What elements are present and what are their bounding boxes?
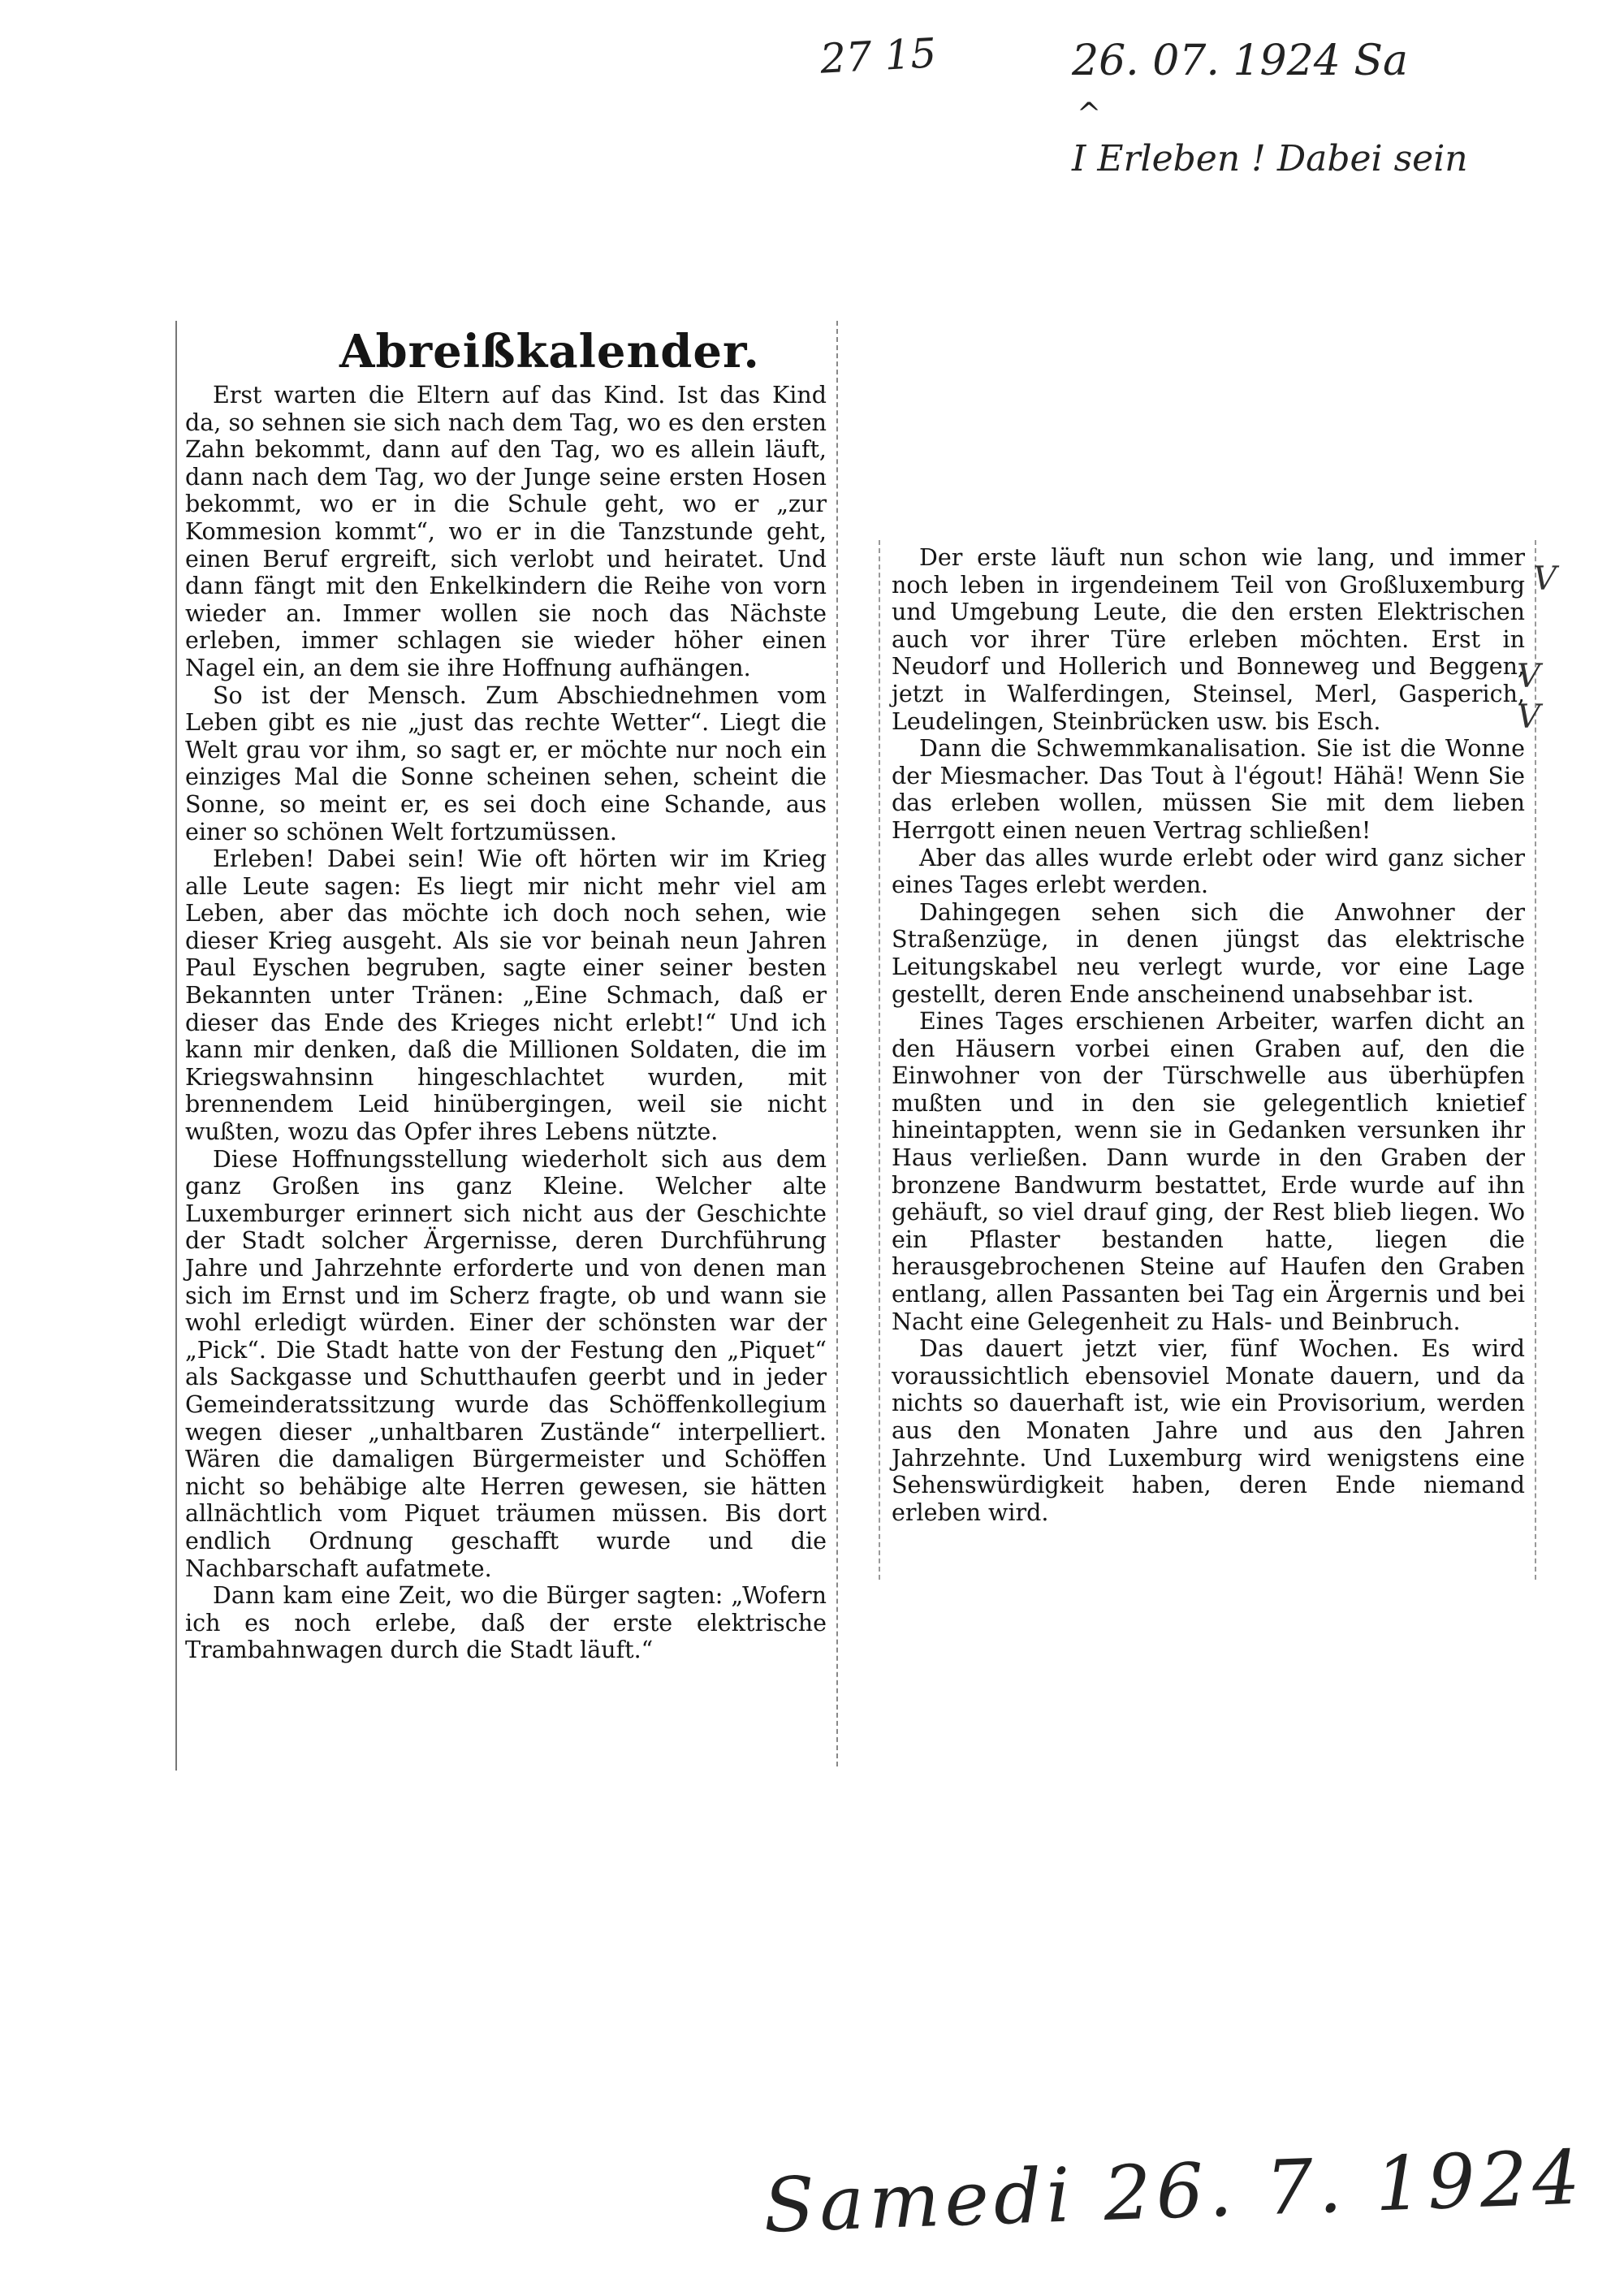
handwritten-date: 26. 07. 1924 Sa — [1072, 37, 1408, 85]
article-paragraph: Aber das alles wurde erlebt oder wird ganz sicher eines Tages erlebt werden. — [892, 844, 1525, 899]
clipping-right-column-left-edge — [879, 540, 880, 1580]
article-paragraph: Dahingegen sehen sich die Anwohner der Straßenzüge, in denen jüngst das elektrische Leitungskabel neu verlegt wurde, vor eine Lage gestellt, deren Ende anscheinend unabsehbar ist. — [892, 898, 1525, 1008]
article-paragraph: Dann kam eine Zeit, wo die Bürger sagten: „Wofern ich es noch erlebe, daß der erste elektrische Trambahnwagen durch die Stadt läuft.“ — [185, 1582, 827, 1664]
clipping-right-edge — [836, 321, 838, 1766]
article-paragraph: Der erste läuft nun schon wie lang, und immer noch leben in irgendeinem Teil von Großluxemburg und Umgebung Leute, die den ersten Elektrischen auch vor ihrer Türe erleben möchten. Erst in Neudorf und Hollerich und Bonneweg und Beggen, jetzt in Walferdingen, Steinsel, Merl, Gasperich, Leudelingen, Steinbrücken usw. bis Esch. — [892, 544, 1525, 735]
article-right-column — [892, 544, 1525, 1526]
article-paragraph: Das dauert jetzt vier, fünf Wochen. Es wird voraussichtlich ebensoviel Monate dauern, und da nichts so dauerhaft ist, wie ein Provisorium, werden aus den Monaten Jahre und aus den Jahren Jahrzehnte. Und Luxemburg wird wenigstens eine Sehenswürdigkeit haben, deren Ende niemand erleben wird. — [892, 1335, 1525, 1526]
handwritten-reference: I Erleben ! Dabei sein — [1072, 138, 1468, 179]
article-paragraph: Erleben! Dabei sein! Wie oft hörten wir im Krieg alle Leute sagen: Es liegt mir nicht mehr viel am Leben, aber das möchte ich doch noch sehen, wie dieser Krieg ausgeht. Als sie vor beinah neun Jahren Paul Eyschen begruben, sagte einer seiner besten Bekannten unter Tränen: „Eine Schmach, daß er dieser das Ende des Krieges nicht erlebt!“ Und ich kann mir denken, daß die Millionen Soldaten, die im Kriegswahnsinn hingeschlachtet wurden, mit brennendem Leid hinübergingen, weil sie nicht wußten, wozu das Opfer ihres Lebens nützte. — [185, 845, 827, 1146]
handwritten-bottom-date: Samedi 26. 7. 1924 — [762, 2134, 1587, 2250]
article-paragraph: Erst warten die Eltern auf das Kind. Ist das Kind da, so sehnen sie sich nach dem Tag, wo es den ersten Zahn bekommt, dann auf den Tag, wo es allein läuft, dann nach dem Tag, wo der Junge seine ersten Hosen bekommt, wo er in die Schule geht, wo er „zur Kommesion kommt“, wo er in die Tanzstunde geht, einen Beruf ergreift, sich verlobt und heiratet. Und dann fängt mit den Enkelkindern die Reihe von vorn wieder an. Immer wollen sie noch das Nächste erleben, immer schlagen sie wieder höher einen Nagel ein, an dem sie ihre Hoffnung aufhängen. — [185, 382, 827, 681]
article-paragraph: Diese Hoffnungsstellung wiederholt sich aus dem ganz Großen ins ganz Kleine. Welcher alte Luxemburger erinnert sich nicht aus der Geschichte der Stadt solcher Ärgernisse, deren Durchführung Jahre und Jahrzehnte erforderte und von denen man sich im Ernst und im Scherz fragte, ob und wann sie wohl erledigt würden. Einer der schönsten war der „Pick“. Die Stadt hatte von der Festung den „Piquet“ als Sackgasse und Schutthaufen geerbt und in jeder Gemeinderatssitzung wurde das Schöffenkollegium wegen dieser „unhaltbaren Zustände“ interpelliert. Wären die damaligen Bürgermeister und Schöffen nicht so behäbige alte Herren gewesen, sie hätten allnächtlich vom Piquet träumen müssen. Bis dort endlich Ordnung geschafft wurde und die Nachbarschaft aufatmete. — [185, 1145, 827, 1582]
margin-checkmark: V — [1517, 698, 1540, 736]
clipping-right-column-right-edge — [1535, 540, 1536, 1580]
handwritten-caret: ^ — [1077, 97, 1102, 131]
handwritten-number: 27 15 — [818, 29, 938, 83]
margin-checkmark: V — [1533, 560, 1557, 598]
clipping-left-edge — [175, 321, 177, 1771]
article-paragraph: So ist der Mensch. Zum Abschiednehmen vom Leben gibt es nie „just das rechte Wetter“. Liegt die Welt grau vor ihm, so sagt er, er möchte nur noch ein einziges Mal die Sonne scheinen sehen, scheint die Sonne, so meint er, es sei doch eine Schande, aus einer so schönen Welt fortzumüssen. — [185, 681, 827, 845]
article-paragraph: Eines Tages erschienen Arbeiter, warfen dicht an den Häusern vorbei einen Graben auf, den die Einwohner von der Türschwelle aus überhüpfen mußten und in den sie gelegentlich knietief hineintappten, wenn sie in Gedanken versunken ihr Haus verließen. Dann wurde in den Graben der bronzene Bandwurm bestattet, Erde wurde auf ihn gehäuft, so viel drauf ging, der Rest blieb liegen. Wo ein Pflaster bestanden hatte, liegen die herausgebrochenen Steine auf Haufen den Graben entlang, allen Passanten bei Tag ein Ärgernis und bei Nacht eine Gelegenheit zu Hals- und Beinbruch. — [892, 1008, 1525, 1335]
margin-checkmark: V — [1517, 658, 1540, 695]
article-title: Abreißkalender. — [339, 325, 760, 378]
article-paragraph: Dann die Schwemmkanalisation. Sie ist die Wonne der Miesmacher. Das Tout à l'égout! Hähä! Wenn Sie das erleben wollen, müssen Sie mit dem lieben Herrgott einen neuen Vertrag schließen! — [892, 735, 1525, 844]
article-left-column — [185, 382, 827, 1664]
